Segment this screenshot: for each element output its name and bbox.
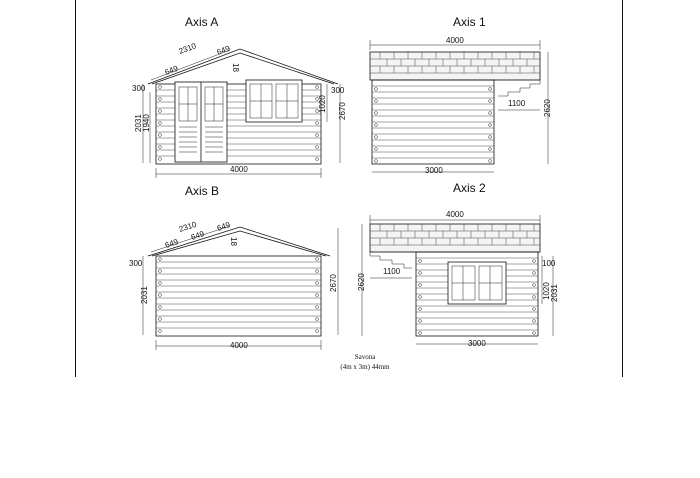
view-title-axis-b: Axis B [185,184,220,198]
dim-2670: 2670 [329,274,338,292]
dim-4000: 4000 [230,165,248,174]
dim-2620: 2620 [543,99,552,117]
view-axis-b [129,184,338,350]
wall-logs [372,86,494,158]
dim-649: 649 [163,237,180,250]
view-axis-a [132,15,347,178]
dim-649: 649 [215,220,232,233]
canopy-steps [494,80,540,96]
shingle-roof [370,224,540,252]
dim-2310: 2310 [177,219,198,234]
dim-4000: 4000 [446,36,464,45]
dim-1020: 1020 [542,282,551,300]
drawing-caption-subtitle: (4m x 3m) 44mm [340,363,390,371]
dim-649: 649 [163,63,180,77]
log-ends [375,88,492,163]
dim-100: 100 [542,259,556,268]
log-ends [159,258,319,333]
dim-1940: 1940 [142,114,151,132]
shingle-roof [370,52,540,80]
dim-2031: 2031 [134,114,143,132]
dim-1020: 1020 [318,95,327,113]
dim-2620: 2620 [357,273,366,291]
view-title-axis-a: Axis A [185,15,219,29]
dim-300-right: 300 [331,86,345,95]
view-axis-2 [357,181,559,348]
dim-300-left: 300 [132,84,146,93]
roof-inner-line [152,53,334,84]
dim-2031: 2031 [550,284,559,302]
dim-1100: 1100 [508,99,526,108]
dim-2670: 2670 [338,102,347,120]
double-window [246,80,302,122]
view-axis-1 [370,15,552,175]
dim-3000: 3000 [468,339,486,348]
dim-2031: 2031 [140,286,149,304]
dim-18: 18 [229,237,238,246]
dim-1100: 1100 [383,267,401,276]
canopy-steps [370,252,416,268]
dim-649: 649 [215,43,232,57]
dim-4000: 4000 [230,341,248,350]
wall-logs [156,262,321,328]
dim-300: 300 [129,259,143,268]
view-title-axis-2: Axis 2 [453,181,486,195]
dim-4000: 4000 [446,210,464,219]
double-window [448,262,506,304]
view-title-axis-1: Axis 1 [453,15,486,29]
dim-2310: 2310 [177,41,198,56]
dim-649: 649 [189,229,206,242]
dim-3000: 3000 [425,166,443,175]
dim-18: 18 [231,63,240,72]
double-door [175,82,227,162]
drawing-caption-title: Savona [354,353,376,361]
